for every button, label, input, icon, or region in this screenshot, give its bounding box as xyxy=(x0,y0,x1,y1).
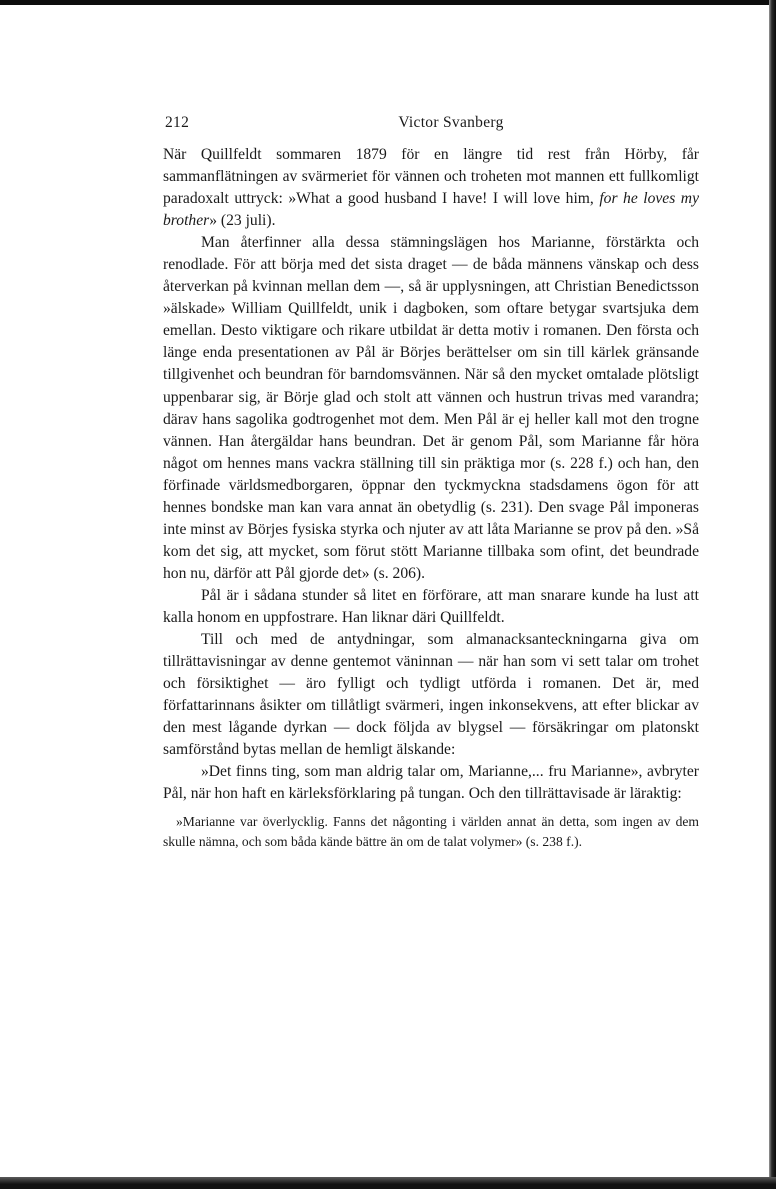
block-quote-text: »Marianne var överlycklig. Fanns det någonting i världen annat än detta, som ingen av dem skulle nämna, och som båda kände bättre än om de talat volymer» (s. 238 f.). xyxy=(163,814,699,849)
running-head xyxy=(163,114,699,136)
book-page xyxy=(163,114,699,851)
paragraph-1 xyxy=(163,144,699,232)
scan-edge-bottom xyxy=(0,1177,776,1189)
paragraph-1-text: När Quillfeldt sommaren 1879 för en längre tid rest från Hörby, får sammanflätningen av svärmeriet för vännen och troheten mot mannen ett fullkomligt paradoxalt uttryck: »What a good husband I have! I will love him, xyxy=(163,146,699,208)
paragraph-1-italic: for he loves my brother xyxy=(163,190,699,230)
running-title: Victor Svanberg xyxy=(398,114,504,131)
body-text xyxy=(163,144,699,805)
paragraph-1-text-end: » (23 juli). xyxy=(209,212,276,230)
paragraph-5: »Det finns ting, som man aldrig talar om, Marianne,... fru Marianne», avbryter Pål, när hon haft en kärleksförklaring på tungan. Och den tillrättavisade är läraktig: xyxy=(163,763,699,803)
page-number: 212 xyxy=(165,114,190,131)
paragraph-4: Till och med de antydningar, som almanacksanteckningarna giva om tillrättavisningar av denne gentemot väninnan — när han som vi sett talar om trohet och försiktighet — äro fylligt och tydligt utförda i romanen. Det är, med författarinnans åsikter om tillåtligt svärmeri, ingen inkonsekvens, att efter blickar av den mest lågande dyrkan — dock följda av blygsel — försäkringar om platonskt samförstånd bytas mellan de hemligt älskande: xyxy=(163,631,699,759)
paragraph-2: Man återfinner alla dessa stämningslägen hos Marianne, förstärkta och renodlade. För att börja med det sista draget — de båda männens vänskap och dess återverkan på kvinnan mellan dem —, så är upplysningen, att Christian Benedictsson »älskade» William Quillfeldt, unik i dagboken, som oftare betygar svartsjuka dem emellan. Desto viktigare och rikare utbildat är detta motiv i romanen. Den första och länge enda presentationen av Pål är Börjes berättelser om sin till kärlek gränsande tillgivenhet och beundran för barndomsvännen. När så den mycket omtalade plötsligt uppenbarar sig, är Börje glad och stolt att vännen och hustrun trivas med varandra; därav hans sagolika godtrogenhet mot dem. Men Pål är ej heller kall mot den trogne vännen. Han återgäldar hans beundran. Det är genom Pål, som Marianne får höra något om hennes mans vackra ställning till sin präktiga mor (s. 228 f.) och han, den förfinade världsmedborgaren, öppnar den tyckmyckna stadsdamens ögon för att hennes bondske man kan vara annat än obetydlig (s. 231). Den svage Pål imponeras inte minst av Börjes fysiska styrka och njuter av att låta Marianne se prov på den. »Så kom det sig, att mycket, som förut stött Marianne tillbaka som ofint, det beundrade hon nu, därför att Pål gjorde det» (s. 206). xyxy=(163,234,699,582)
block-quote xyxy=(163,812,699,851)
scan-edge-top xyxy=(0,0,776,5)
paragraph-3: Pål är i sådana stunder så litet en förförare, att man snarare kunde ha lust att kalla honom en uppfostrare. Han liknar däri Quillfeldt. xyxy=(163,586,699,626)
scan-edge-right xyxy=(769,0,776,1189)
